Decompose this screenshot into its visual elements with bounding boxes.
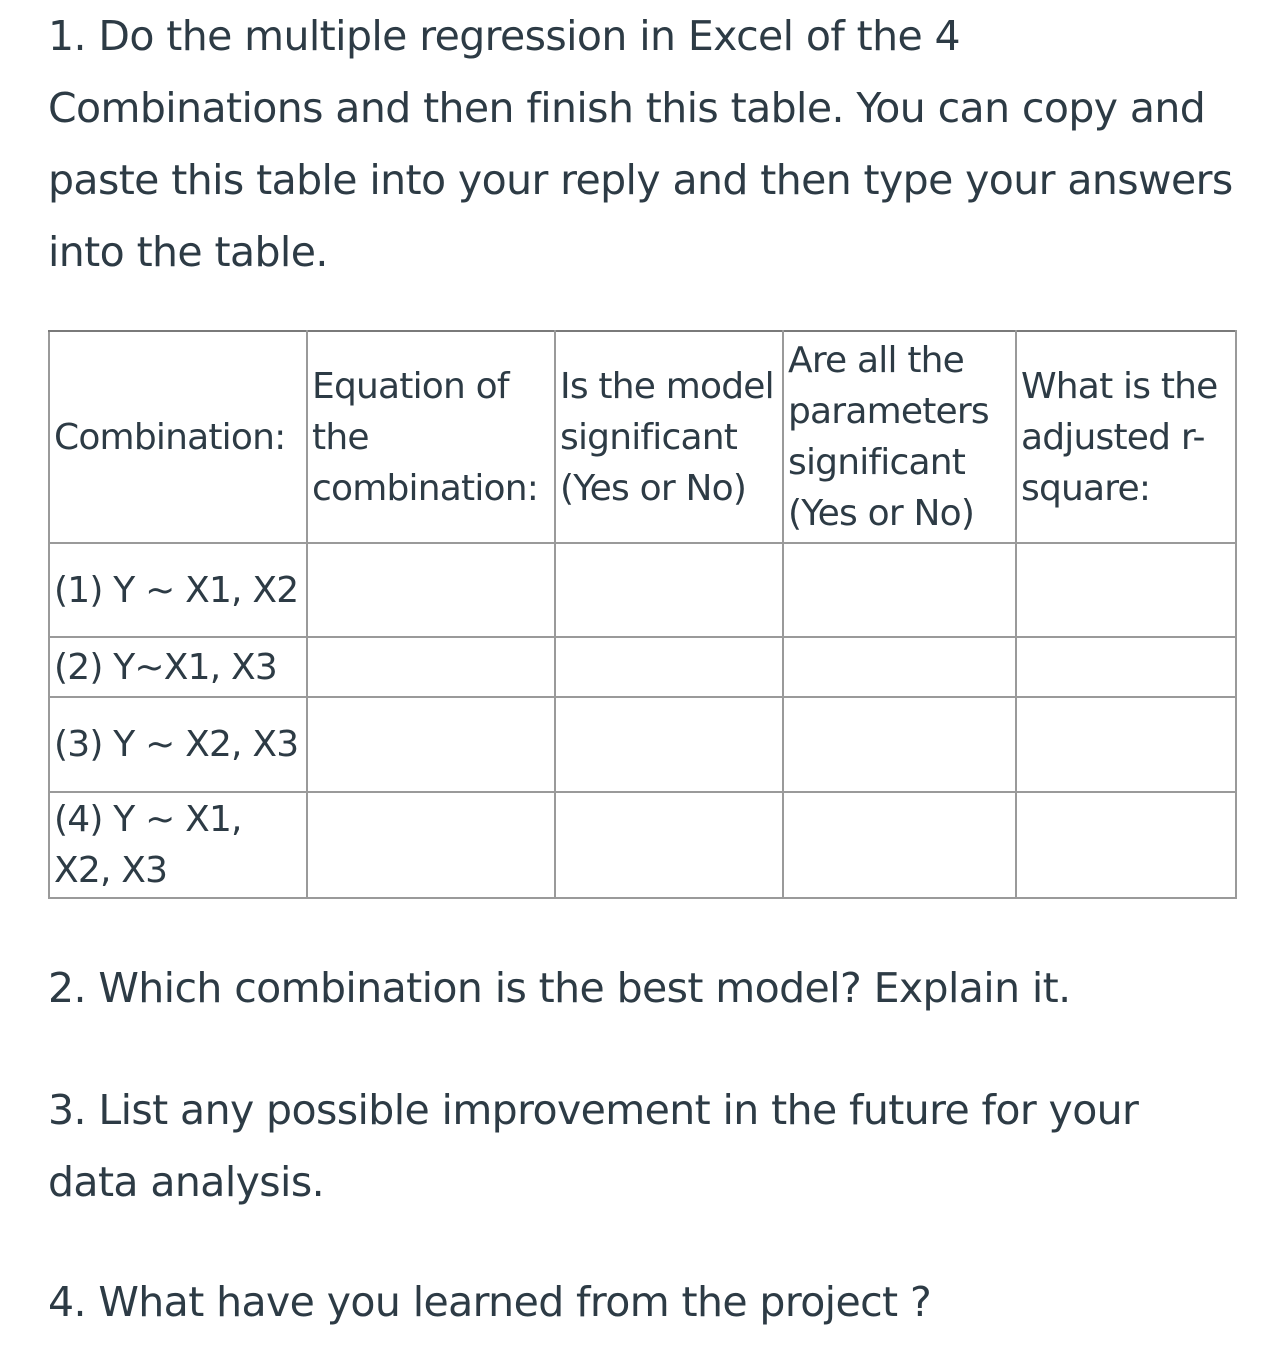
header-combination: Combination: bbox=[49, 331, 307, 543]
adjusted-r-square-cell[interactable] bbox=[1016, 637, 1236, 697]
adjusted-r-square-cell[interactable] bbox=[1016, 792, 1236, 898]
adjusted-r-square-cell[interactable] bbox=[1016, 543, 1236, 637]
parameters-significant-cell[interactable] bbox=[783, 697, 1016, 792]
equation-cell[interactable] bbox=[307, 792, 555, 898]
adjusted-r-square-cell[interactable] bbox=[1016, 697, 1236, 792]
header-model-significant: Is the model significant (Yes or No) bbox=[555, 331, 783, 543]
combination-cell: (3) Y ~ X2, X3 bbox=[49, 697, 307, 792]
parameters-significant-cell[interactable] bbox=[783, 637, 1016, 697]
model-significant-cell[interactable] bbox=[555, 792, 783, 898]
header-equation: Equation of the combination: bbox=[307, 331, 555, 543]
header-adjusted-r-square: What is the adjusted r-square: bbox=[1016, 331, 1236, 543]
equation-cell[interactable] bbox=[307, 697, 555, 792]
parameters-significant-cell[interactable] bbox=[783, 543, 1016, 637]
parameters-significant-cell[interactable] bbox=[783, 792, 1016, 898]
question-2-text: 2. Which combination is the best model? Explain it. bbox=[48, 964, 1071, 1012]
combination-cell: (1) Y ~ X1, X2 bbox=[49, 543, 307, 637]
combination-cell: (4) Y ~ X1, X2, X3 bbox=[49, 792, 307, 898]
table-row bbox=[49, 697, 1236, 792]
header-parameters-significant: Are all the parameters significant (Yes or No) bbox=[783, 331, 1016, 543]
equation-cell[interactable] bbox=[307, 543, 555, 637]
combination-cell: (2) Y~X1, X3 bbox=[49, 637, 307, 697]
model-significant-cell[interactable] bbox=[555, 637, 783, 697]
question-4-text: 4. What have you learned from the project ? bbox=[48, 1278, 932, 1326]
model-significant-cell[interactable] bbox=[555, 697, 783, 792]
equation-cell[interactable] bbox=[307, 637, 555, 697]
table-row bbox=[49, 792, 1236, 898]
table-row bbox=[49, 543, 1236, 637]
question-3-text: 3. List any possible improvement in the future for your data analysis. bbox=[48, 1086, 1139, 1206]
table-header-row bbox=[49, 331, 1236, 543]
model-significant-cell[interactable] bbox=[555, 543, 783, 637]
table-row bbox=[49, 637, 1236, 697]
combinations-table bbox=[48, 330, 1237, 899]
question-1-text: 1. Do the multiple regression in Excel of the 4 Combinations and then finish this table. You can copy and paste this table into your reply and then type your answers into the table. bbox=[48, 12, 1233, 276]
